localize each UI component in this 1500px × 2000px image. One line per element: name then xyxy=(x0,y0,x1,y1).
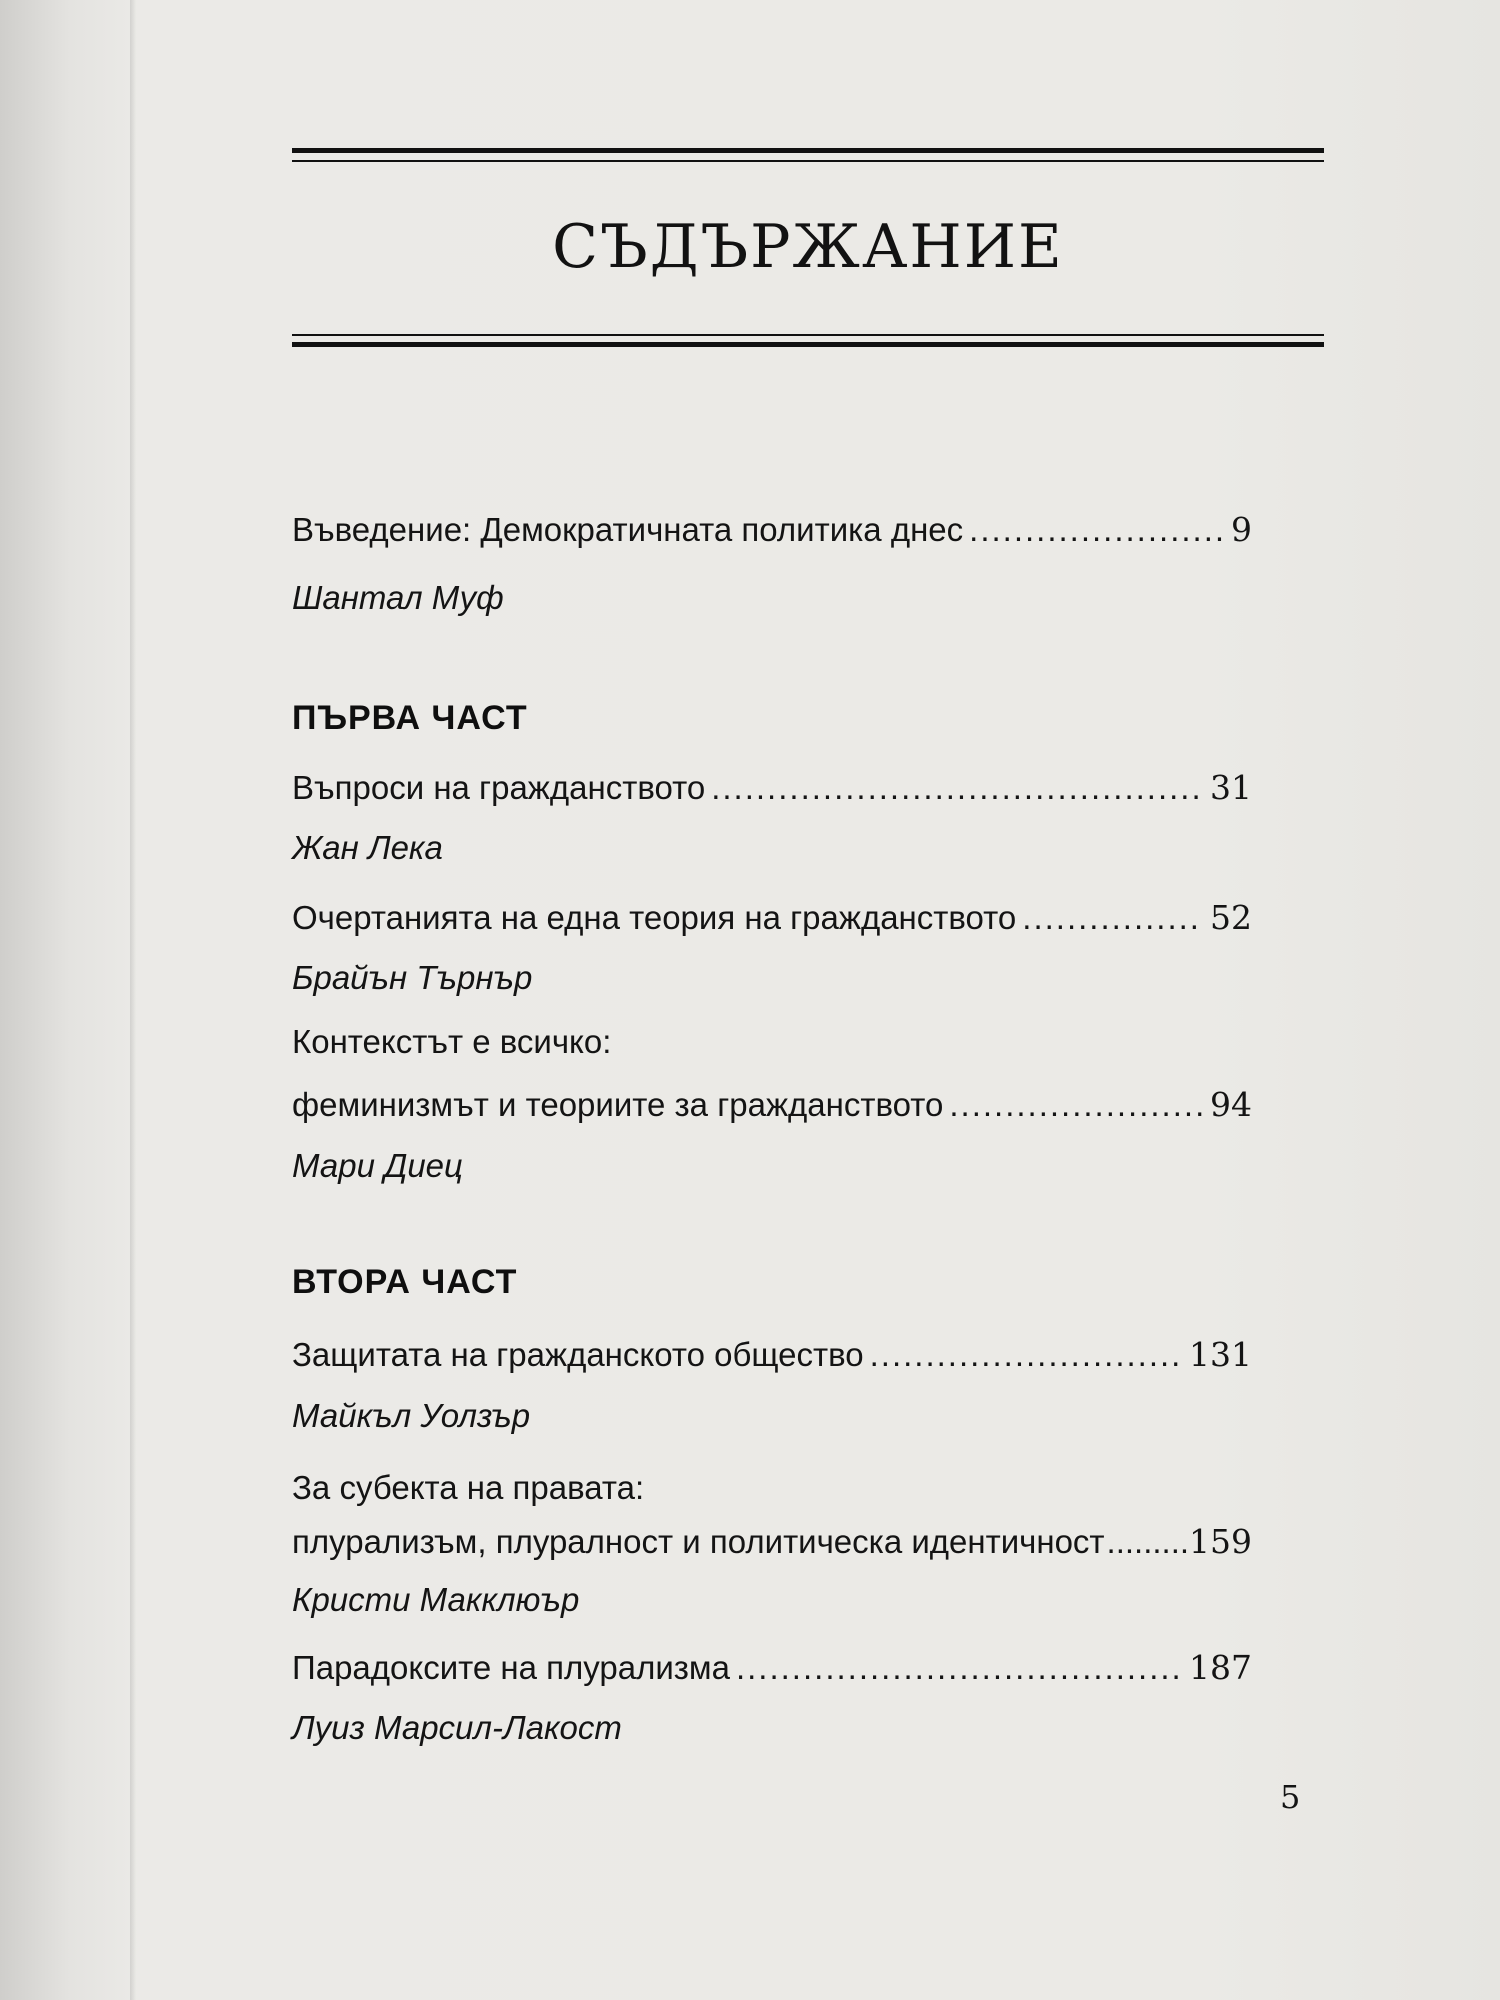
toc-entry-title: Защитата на гражданското общество xyxy=(292,1336,864,1373)
toc-leader-dots xyxy=(949,1085,1204,1125)
toc-page-number: 159 xyxy=(1189,1522,1252,1561)
toc-page-number: 187 xyxy=(1189,1648,1252,1687)
toc-entry xyxy=(292,1648,1252,1688)
toc-entry-title: феминизмът и теориите за гражданството xyxy=(292,1086,944,1123)
toc-entry xyxy=(292,768,1252,808)
toc-entry xyxy=(292,1522,1252,1562)
part-heading-2: ВТОРА ЧАСТ xyxy=(292,1263,518,1301)
toc-entry xyxy=(292,898,1252,938)
toc-leader-dots xyxy=(736,1648,1183,1688)
part-heading-1: ПЪРВА ЧАСТ xyxy=(292,699,528,737)
toc-author: Кристи Макклюър xyxy=(292,1581,580,1618)
toc-leader-dots xyxy=(870,1335,1183,1375)
toc-entry-title: Парадоксите на плурализма xyxy=(292,1649,730,1686)
toc-leader-dots xyxy=(969,510,1225,550)
toc-page-number: 94 xyxy=(1210,1085,1252,1124)
page-gutter-shadow xyxy=(130,0,136,2000)
page-title: СЪДЪРЖАНИЕ xyxy=(552,212,1064,282)
toc-author: Шантал Муф xyxy=(292,579,504,616)
toc-entry-title: Въпроси на гражданството xyxy=(292,769,706,806)
toc-entry xyxy=(292,1085,1252,1125)
toc-leader-dots xyxy=(1107,1522,1187,1562)
toc-page-number: 52 xyxy=(1210,898,1252,937)
toc-author: Брайън Търнър xyxy=(292,959,533,996)
top-rule-thin xyxy=(292,160,1324,162)
toc-entry-intro xyxy=(292,510,1252,550)
toc-entry-title: плурализъм, плуралност и политическа идентичност xyxy=(292,1523,1105,1560)
toc-entry-title: Очертанията на една теория на гражданството xyxy=(292,899,1017,936)
toc-page-number: 31 xyxy=(1210,768,1252,807)
top-rule-thick xyxy=(292,148,1324,153)
toc-entry xyxy=(292,1335,1252,1375)
bottom-rule-thick xyxy=(292,342,1324,347)
toc-author: Жан Лека xyxy=(292,829,443,866)
toc-entry-title-line1: Контекстът е всичко: xyxy=(292,1023,612,1060)
toc-leader-dots xyxy=(711,768,1204,808)
toc-author: Майкъл Уолзър xyxy=(292,1397,531,1434)
toc-author: Луиз Марсил-Лакост xyxy=(292,1709,622,1746)
toc-page-number: 131 xyxy=(1189,1335,1252,1374)
toc-author: Мари Диец xyxy=(292,1147,463,1184)
toc-entry-title: Въведение: Демократичната политика днес xyxy=(292,511,964,548)
bottom-rule-thin xyxy=(292,334,1324,336)
toc-entry-title-line1: За субекта на правата: xyxy=(292,1469,645,1506)
toc-page-number: 9 xyxy=(1231,510,1252,549)
toc-leader-dots xyxy=(1022,898,1204,938)
page-number: 5 xyxy=(1280,1778,1301,1816)
